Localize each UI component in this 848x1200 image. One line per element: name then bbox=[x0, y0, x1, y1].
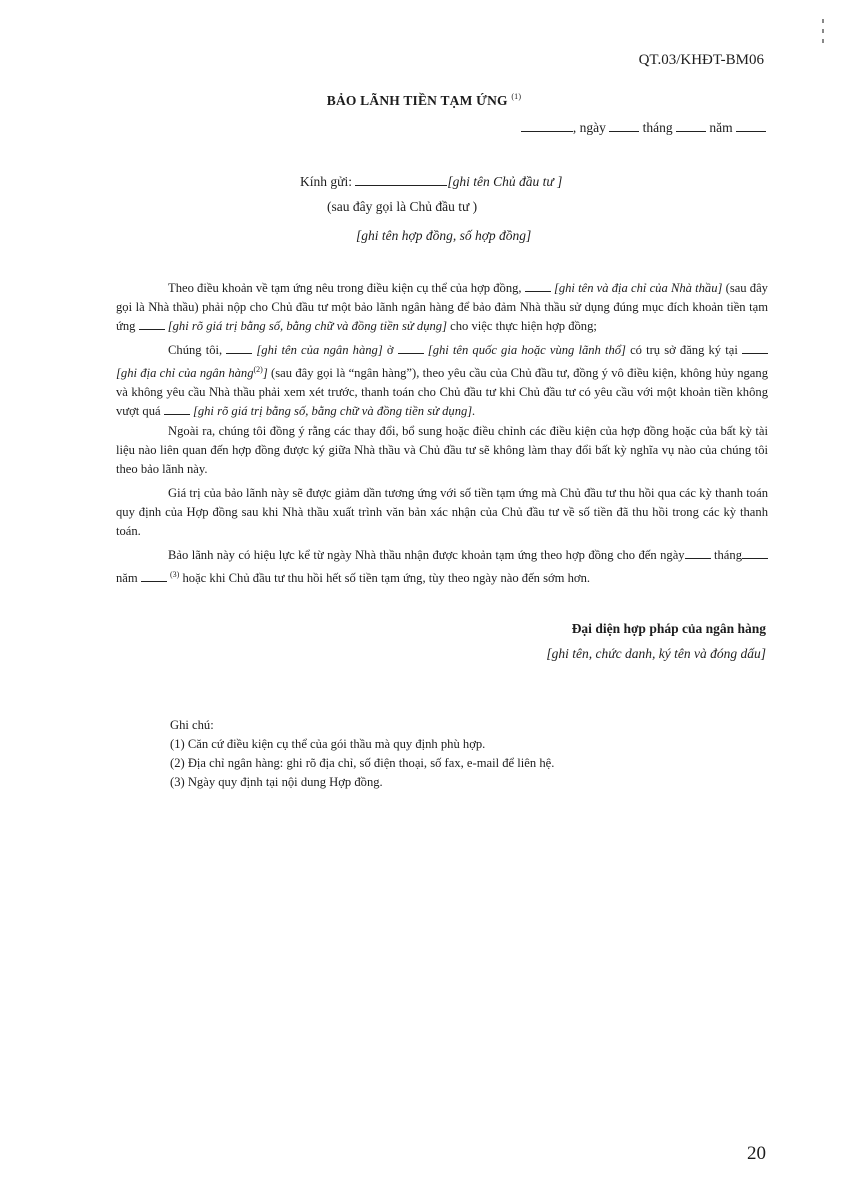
p5-text-e: hoặc khi Chủ đầu tư thu hồi hết số tiền tạm ứng, tùy theo ngày nào đến sớm hơn. bbox=[182, 571, 591, 585]
place-blank bbox=[521, 120, 573, 132]
p4-text: Giá trị của bảo lãnh này sẽ được giảm dần tương ứng với số tiền tạm ứng mà Chủ đầu tư thu hồi qua các kỳ thanh toán quy định của Hợp đồng sau khi Nhà thầu xuất trình văn bản xác nhận của Chủ đầu tư về số tiền đã thu hồi trong các kỳ thanh toán. bbox=[116, 486, 768, 538]
note-item: (1) Căn cứ điều kiện cụ thể của gói thầu mà quy định phù hợp. bbox=[170, 737, 486, 751]
p5-text-c: năm bbox=[116, 571, 138, 585]
p5-text-a: Bảo lãnh này có hiệu lực kể từ ngày Nhà thầu nhận được khoản tạm ứng theo hợp đồng cho đến ngày bbox=[168, 548, 685, 562]
blank bbox=[164, 403, 190, 415]
recipient-line bbox=[300, 174, 562, 190]
note-item: (3) Ngày quy định tại nội dung Hợp đồng. bbox=[170, 775, 383, 789]
form-code: QT.03/KHĐT-BM06 bbox=[638, 52, 764, 68]
recipient-blank bbox=[355, 174, 447, 186]
blank bbox=[141, 570, 167, 582]
note-item: (2) Địa chỉ ngân hàng: ghi rõ địa chỉ, số điện thoại, số fax, e-mail để liên hệ. bbox=[170, 756, 555, 770]
notes-section bbox=[170, 716, 554, 792]
page-number: 20 bbox=[747, 1143, 766, 1164]
date-line bbox=[521, 120, 766, 136]
contractor-placeholder: [ghi tên và địa chỉ của Nhà thầu] bbox=[553, 281, 723, 295]
paragraph-amendments bbox=[116, 422, 768, 479]
date-day-label: , ngày bbox=[572, 120, 606, 135]
recipient-placeholder: [ghi tên Chủ đầu tư ] bbox=[447, 174, 563, 189]
p2-text-a: Chúng tôi, bbox=[168, 343, 223, 357]
bracket-close: ] bbox=[262, 366, 268, 380]
year-blank bbox=[736, 120, 766, 132]
p1-text-e: cho việc thực hiện hợp đồng; bbox=[450, 319, 597, 333]
blank bbox=[742, 547, 768, 559]
document-title bbox=[0, 92, 848, 109]
p1-text-a: Theo điều khoản về tạm ứng nêu trong điều kiện cụ thể của hợp đồng, bbox=[168, 281, 522, 295]
title-footnote-ref: (1) bbox=[511, 92, 522, 101]
bank-name-placeholder: [ghi tên của ngân hàng] bbox=[256, 343, 383, 357]
p2-text-i: (sau đây gọi là “ngân hàng”), theo yêu cầu của Chủ đầu tư, đồng ý vô điều kiện, không hủy ngang và không yêu cầu Nhà thầu phải xem xét trước, thanh toán cho Chủ đầu tư khi Chủ đầu tư có yêu cầu với một khoản tiền không vượt quá bbox=[116, 366, 768, 418]
blank bbox=[525, 280, 551, 292]
paragraph-validity bbox=[116, 546, 768, 588]
contract-placeholder: [ghi tên hợp đồng, số hợp đồng] bbox=[356, 228, 532, 243]
footnote-ref-2: (2) bbox=[253, 365, 263, 374]
blank bbox=[226, 342, 252, 354]
footnote-ref-3: (3) bbox=[170, 570, 180, 579]
date-month-label: tháng bbox=[642, 120, 673, 135]
scan-marks bbox=[820, 15, 826, 75]
country-placeholder: [ghi tên quốc gia hoặc vùng lãnh thổ] bbox=[427, 343, 626, 357]
bank-address-placeholder: [ghi địa chỉ của ngân hàng bbox=[116, 366, 254, 380]
blank bbox=[139, 318, 165, 330]
day-blank bbox=[609, 120, 639, 132]
paragraph-value-reduction bbox=[116, 484, 768, 541]
signature-title: Đại diện hợp pháp của ngân hàng bbox=[571, 621, 766, 636]
amount-placeholder: [ghi rõ giá trị bằng số, bằng chữ và đồng tiền sử dụng] bbox=[167, 319, 447, 333]
date-year-label: năm bbox=[709, 120, 733, 135]
p1-text-c: (sau đây gọi là Nhà thầu) phải nộp cho Chủ đầu tư một bảo lãnh ngân hàng để bảo đảm Nhà thầu sử dụng đúng mục đích khoản tiền tạm ứng bbox=[116, 281, 768, 333]
blank bbox=[685, 547, 711, 559]
p5-text-b: tháng bbox=[714, 548, 742, 562]
recipient-alias: (sau đây gọi là Chủ đầu tư ) bbox=[327, 199, 478, 214]
max-amount-placeholder: [ghi rõ giá trị bằng số, bằng chữ và đồng tiền sử dụng]. bbox=[192, 404, 476, 418]
paragraph-advance-terms bbox=[116, 279, 768, 336]
p2-text-c: ở bbox=[386, 343, 394, 357]
recipient-label: Kính gửi: bbox=[300, 174, 352, 189]
paragraph-bank-undertaking bbox=[116, 341, 768, 421]
blank bbox=[742, 342, 768, 354]
signature-instruction: [ghi tên, chức danh, ký tên và đóng dấu] bbox=[546, 646, 766, 661]
month-blank bbox=[676, 120, 706, 132]
notes-heading: Ghi chú: bbox=[170, 718, 214, 732]
title-text: BẢO LÃNH TIỀN TẠM ỨNG bbox=[326, 93, 508, 108]
p3-text: Ngoài ra, chúng tôi đồng ý rằng các thay đổi, bổ sung hoặc điều chỉnh các điều kiện của hợp đồng hoặc của bất kỳ tài liệu nào liên quan đến hợp đồng được ký giữa Nhà thầu và Chủ đầu tư sẽ không làm thay đổi bất kỳ nghĩa vụ nào của chúng tôi theo bảo lãnh này. bbox=[116, 424, 768, 476]
p2-text-e: có trụ sở đăng ký tại bbox=[630, 343, 738, 357]
blank bbox=[398, 342, 424, 354]
